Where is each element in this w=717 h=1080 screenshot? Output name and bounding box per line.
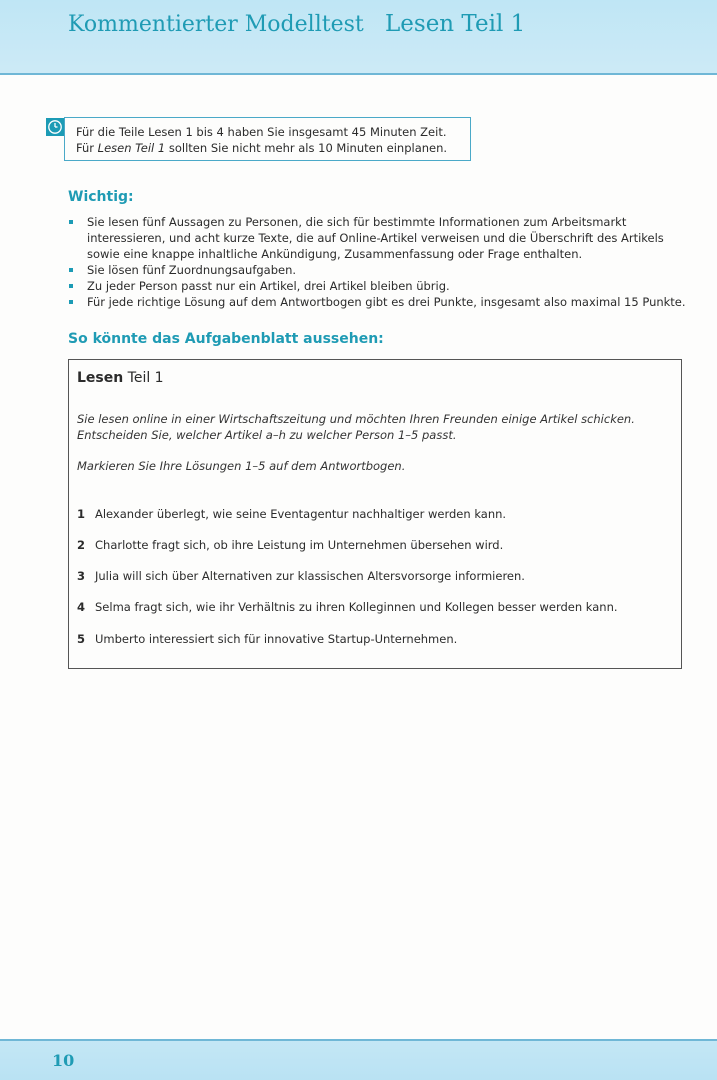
task-item-number: 1 [77, 507, 86, 521]
list-item [68, 278, 688, 294]
task-item-number: 5 [77, 632, 86, 646]
bullet-text: Zu jeder Person passt nur ein Artikel, drei Artikel bleiben übrig. [87, 279, 450, 293]
sample-heading: So könnte das Aufgabenblatt aussehen: [68, 331, 384, 347]
task-instruction: Sie lesen online in einer Wirtschaftszeitung und möchten Ihren Freunden einige Artikel schicken. Entscheiden Sie, welcher Artikel a–h zu welcher Person 1–5 passt. [77, 412, 635, 442]
task-item [77, 569, 525, 583]
list-item [68, 262, 688, 278]
important-list [68, 214, 688, 310]
clock-icon [47, 119, 63, 135]
list-item [68, 294, 688, 310]
task-item-text: Umberto interessiert sich für innovative Startup-Unternehmen. [95, 632, 458, 646]
bullet-square [69, 284, 73, 288]
task-item-text: Alexander überlegt, wie seine Eventagentur nachhaltiger werden kann. [95, 507, 507, 521]
task-item [77, 632, 457, 646]
bullet-text: Sie lesen fünf Aussagen zu Personen, die sich für bestimmte Informationen zum Arbeitsmarkt interessieren, und acht kurze Texte, die auf Online-Artikel verweisen und die Überschrift des Artikels sowie eine knappe inhaltliche Ankündigung, Zusammenfassung oder Frage enthalten. [87, 215, 664, 261]
time-info-box [64, 117, 471, 161]
bullet-text: Für jede richtige Lösung auf dem Antwortbogen gibt es drei Punkte, insgesamt also maximal 15 Punkte. [87, 295, 686, 309]
time-info-line-1: Für die Teile Lesen 1 bis 4 haben Sie insgesamt 45 Minuten Zeit. [76, 125, 447, 139]
task-item-text: Julia will sich über Alternativen zur klassischen Altersvorsorge informieren. [95, 569, 525, 583]
time-info-suffix: sollten Sie nicht mehr als 10 Minuten einplanen. [165, 141, 448, 155]
task-title [77, 370, 164, 386]
task-sheet [68, 359, 682, 669]
task-instruction-mark: Markieren Sie Ihre Lösungen 1–5 auf dem Antwortbogen. [77, 459, 406, 473]
clock-badge [46, 118, 64, 136]
header-rule [0, 73, 717, 75]
bullet-square [69, 300, 73, 304]
task-item-number: 2 [77, 538, 86, 552]
page-number: 10 [52, 1051, 75, 1070]
task-item-text: Charlotte fragt sich, ob ihre Leistung im Unternehmen übersehen wird. [95, 538, 504, 552]
task-title-bold: Lesen [77, 370, 124, 386]
task-title-rest: Teil 1 [123, 370, 164, 386]
task-item-number: 4 [77, 600, 86, 614]
task-item [77, 507, 506, 521]
time-info-italic: Lesen Teil 1 [97, 141, 166, 155]
task-item-number: 3 [77, 569, 86, 583]
footer-band [0, 1040, 717, 1080]
section-title: Lesen Teil 1 [385, 11, 526, 37]
bullet-text: Sie lösen fünf Zuordnungsaufgaben. [87, 263, 297, 277]
time-info-prefix: Für [76, 141, 98, 155]
task-item [77, 600, 618, 614]
task-item [77, 538, 503, 552]
bullet-square [69, 220, 73, 224]
task-item-text: Selma fragt sich, wie ihr Verhältnis zu ihren Kolleginnen und Kollegen besser werden kann. [95, 600, 618, 614]
list-item [68, 214, 688, 262]
footer-rule [0, 1039, 717, 1041]
bullet-square [69, 268, 73, 272]
page-title: Kommentierter Modelltest [68, 12, 364, 37]
important-heading: Wichtig: [68, 189, 134, 205]
time-info-line-2 [76, 140, 470, 156]
